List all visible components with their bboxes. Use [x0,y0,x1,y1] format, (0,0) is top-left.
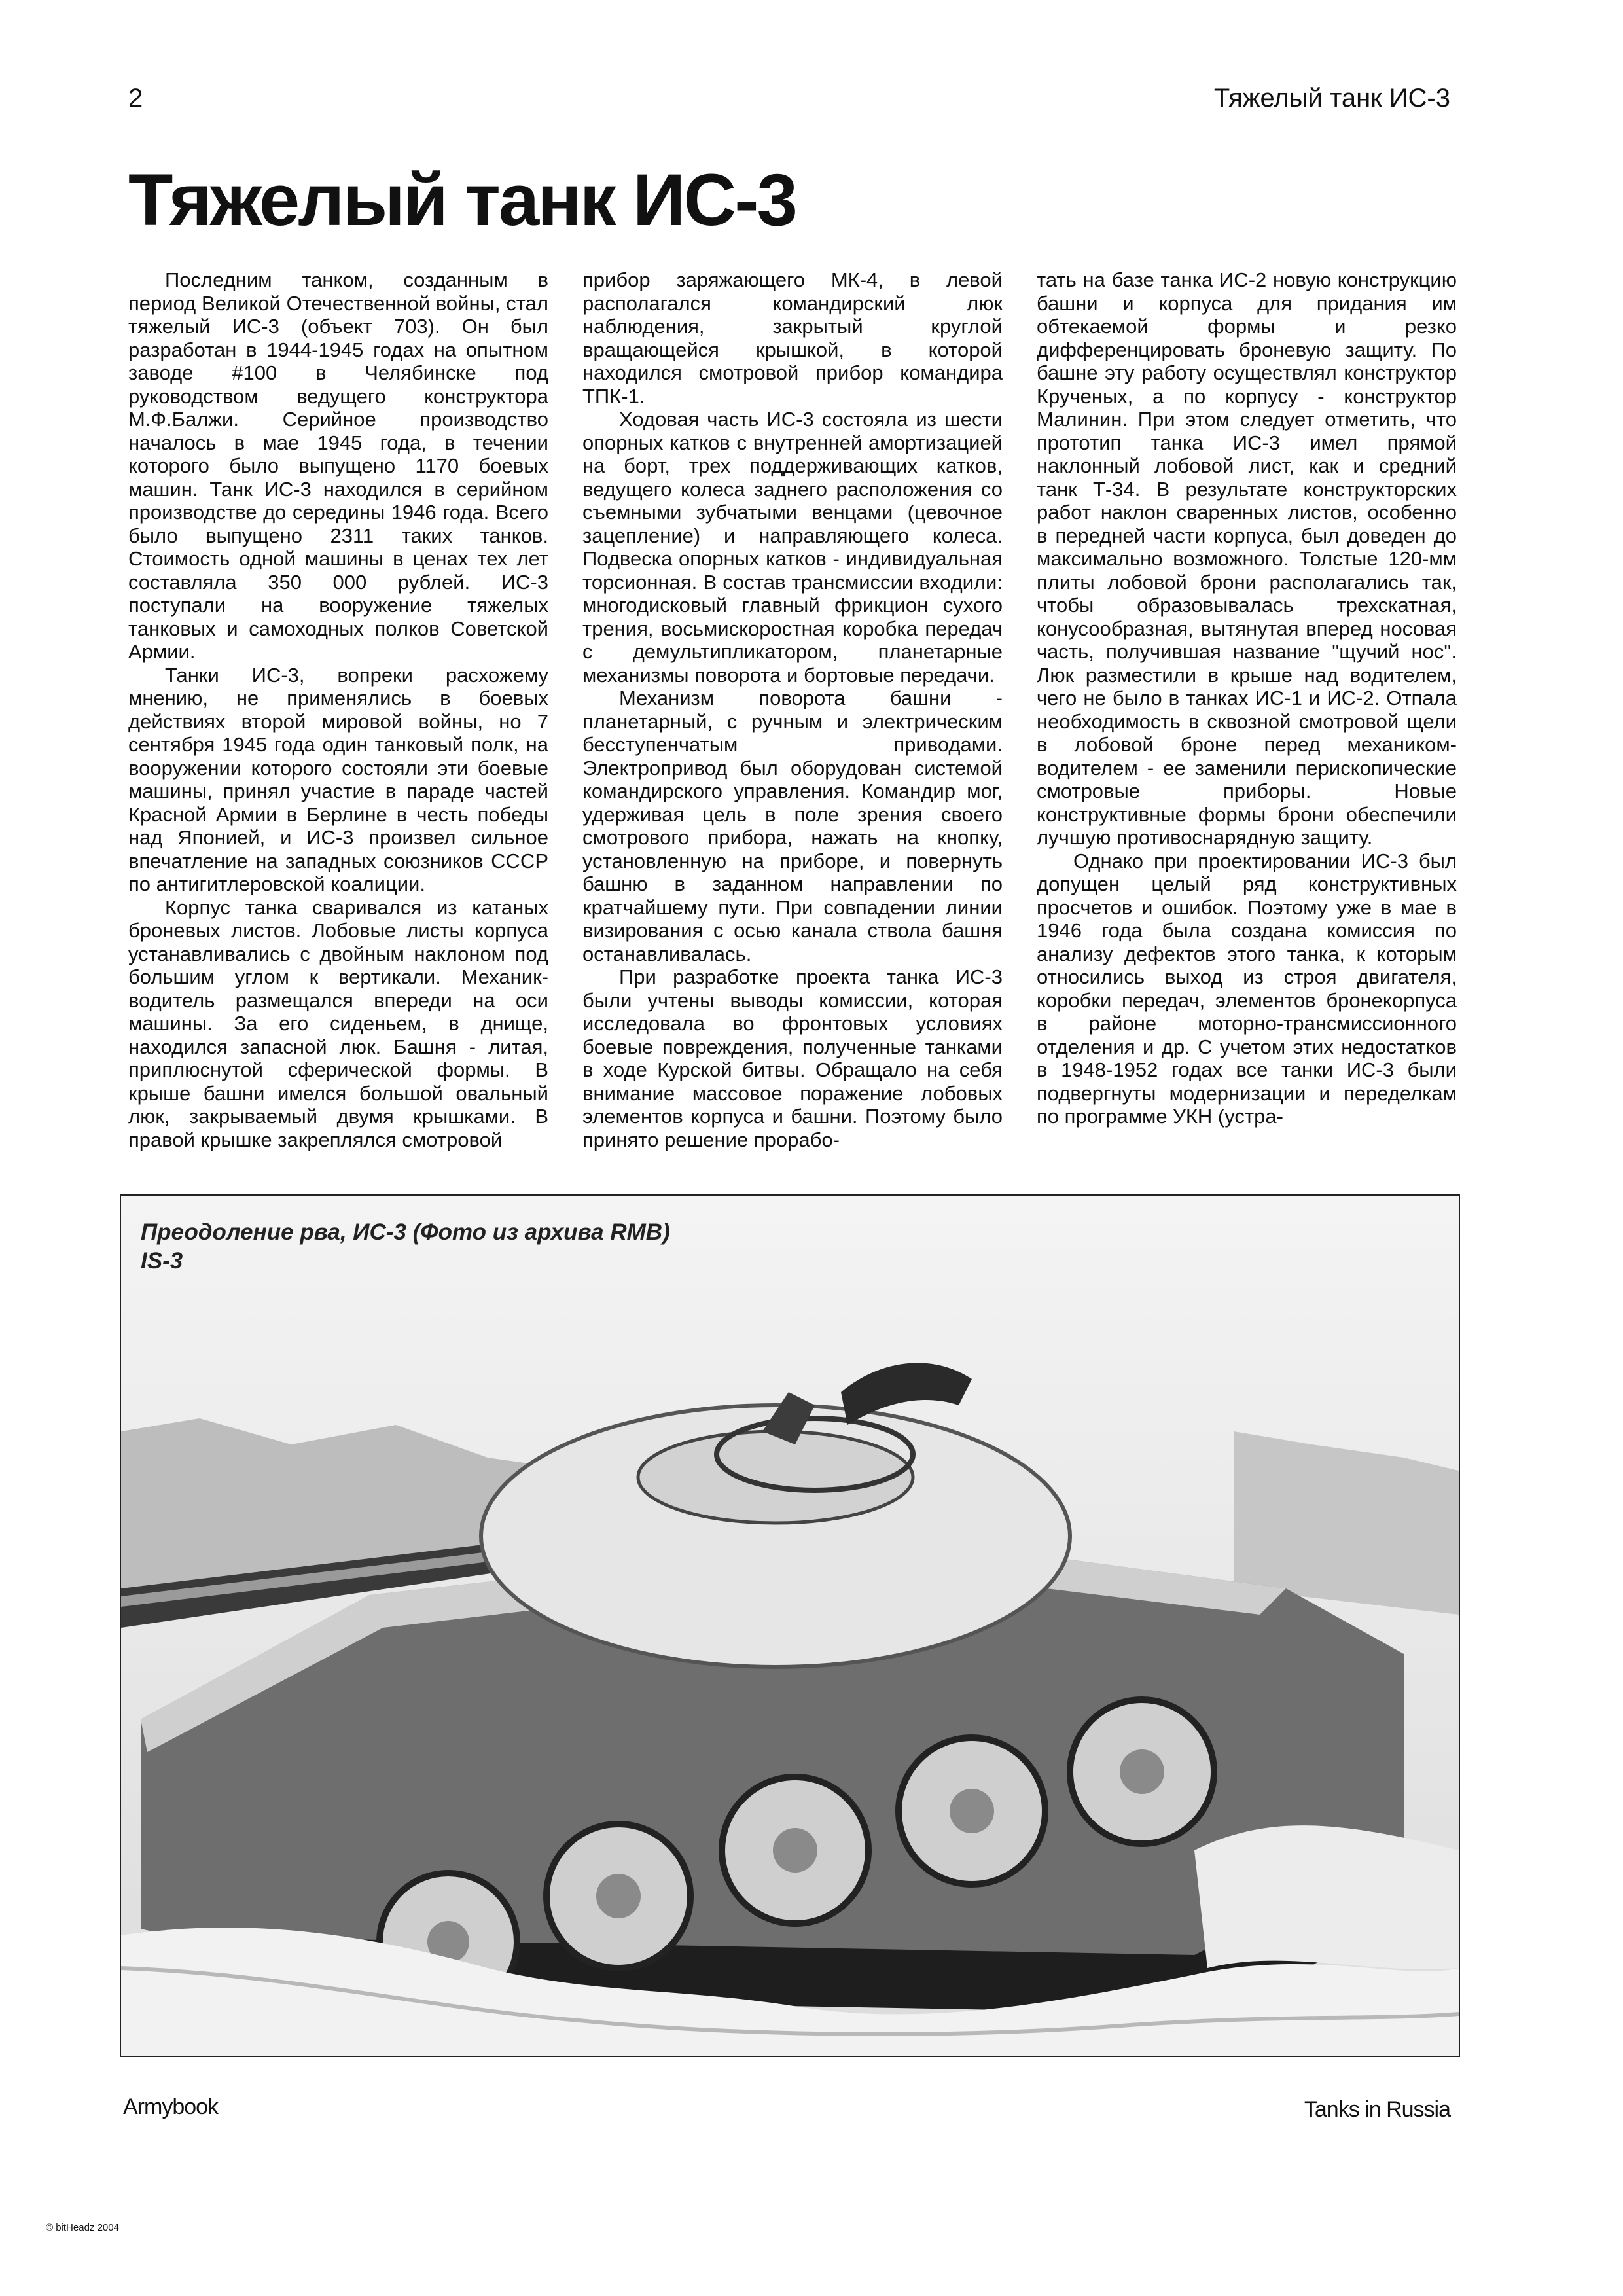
footer-series: Tanks in Russia [1304,2097,1450,2122]
text-column-3 [1037,268,1457,1175]
photo-caption-english: IS-3 [141,1248,183,1274]
paragraph: тать на базе танка ИС-2 новую конструкцию башни и корпуса для придания им обтекаемой формы и резко дифференцировать броневую защиту. По башне эту работу осуществлял конструктор Крученых, а по корпусу - конструктор Малинин. При этом следует отметить, что прототип танка ИС-3 имел прямой наклонный лобовой лист, как и средний танк Т-34. В результате конструкторских работ наклон сваренных листов, особенно в передней части корпуса, был доведен до максимально возможного. Толстые 120-мм плиты лобовой брони располагались так, чтобы образовывалась трехскатная, конусообразная, вытянутая вперед носовая часть, получившая название "щучий нос". Люк разместили в крыше над водителем, чего не было в танках ИС-1 и ИС-2. Отпала необходимость в сквозной смотровой щели в лобовой броне перед механиком-водителем - ее заменили перископические смотровые приборы. Новые конструктивные формы брони обеспечили лучшую противоснарядную защиту. [1037,268,1457,849]
footer-publisher: Armybook [123,2094,219,2119]
paragraph: Однако при проектировании ИС-3 был допущен целый ряд конструктивных просчетов и ошибок. Поэтому уже в мае в 1946 года была создана комиссия по анализу дефектов этого танка, к которым относились выход из строя двигателя, коробки передач, элементов бронекорпуса в районе моторно-трансмиссионного отделения и др. С учетом этих недостатков в 1948-1952 годах все танки ИС-3 были подвергнуты модернизации и переделкам по программе УКН (устра- [1037,849,1457,1128]
paragraph: При разработке проекта танка ИС-3 были учтены выводы комиссии, которая исследовала во фронтовых условиях боевые повреждения, полученные танками в ходе Курской битвы. Обращало на себя внимание массовое поражение лобовых элементов корпуса и башни. Поэтому было принято решение прорабо- [582,965,1003,1151]
text-column-2 [582,268,1003,1175]
copyright-note: © bitHeadz 2004 [46,2222,119,2233]
photo-caption: Преодоление рва, ИС-3 (Фото из архива RMB) [141,1219,670,1245]
text-column-1 [128,268,548,1175]
paragraph: Корпус танка сваривался из катаных броневых листов. Лобовые листы корпуса устанавливались с двойным наклоном под большим углом к вертикали. Механик-водитель размещался впереди на оси машины. За его сиденьем, в днище, находился запасной люк. Башня - литая, приплюснутой сферической формы. В крыше башни имелся большой овальный люк, закрываемый двумя крышками. В правой крышке закреплялся смотровой [128,895,548,1151]
paragraph: Танки ИС-3, вопреки расхожему мнению, не применялись в боевых действиях второй мировой войны, но 7 сентября 1945 года один танковый полк, на вооружении которого состояли эти боевые машины, принял участие в параде частей Красной Армии в Берлине в честь победы над Японией, и ИС-3 произвел сильное впечатление на западных союзников СССР по антигитлеровской коалиции. [128,663,548,895]
running-header: Тяжелый танк ИС-3 [1213,84,1450,113]
article-body [128,268,1458,1175]
paragraph: Механизм поворота башни - планетарный, с ручным и электрическим бесступенчатым приводами. Электропривод был оборудован системой командирского управления. Командир мог, удерживая цель в поле зрения своего смотрового прибора, нажать на кнопку, установленную на приборе, и повернуть башню в заданном направлении по кратчайшему пути. При совпадении линии визирования с осью канала ствола башня останавливалась. [582,687,1003,965]
paragraph: Ходовая часть ИС-3 состояла из шести опорных катков с внутренней амортизацией на борт, трех поддерживающих катков, ведущего колеса заднего расположения со съемными зубчатыми венцами (цевочное зацепление) и направляющего колеса. Подвеска опорных катков - индивидуальная торсионная. В состав трансмиссии входили: многодисковый главный фрикцион сухого трения, восьмискоростная коробка передач с демультипликатором, планетарные механизмы поворота и бортовые передачи. [582,408,1003,687]
tank-illustration [121,1196,1459,2056]
paragraph: Последним танком, созданным в период Великой Отечественной войны, стал тяжелый ИС-3 (объект 703). Он был разработан в 1944-1945 годах на опытном заводе #100 в Челябинске под руководством ведущего конструктора М.Ф.Балжи. Серийное производство началось в мае 1945 года, в течении которого было выпущено 1170 боевых машин. Танк ИС-3 находился в серийном производстве до середины 1946 года. Всего было выпущено 2311 таких танков. Стоимость одной машины в ценах тех лет составляла 350 000 рублей. ИС-3 поступали на вооружение тяжелых танковых и самоходных полков Советской Армии. [128,268,548,663]
page-number: 2 [128,84,143,113]
paragraph: прибор заряжающего МК-4, в левой располагался командирский люк наблюдения, закрытый круглой вращающейся крышкой, в которой находился смотровой прибор командира ТПК-1. [582,268,1003,408]
article-title: Тяжелый танк ИС-3 [128,159,796,241]
tank-photo [120,1194,1460,2057]
